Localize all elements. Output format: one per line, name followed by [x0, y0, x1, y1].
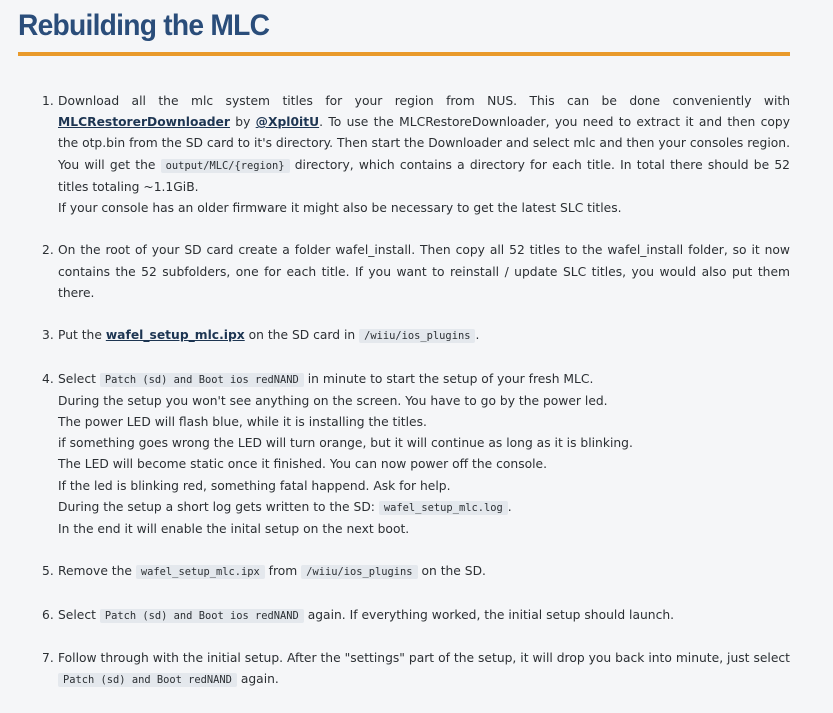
- step-text: directory, which contains a directory for each title. In total there should be 52 titles totaling ~1.1GiB.: [58, 157, 790, 194]
- step-text: on the SD.: [417, 564, 486, 579]
- patch-boot-rednand-code: Patch (sd) and Boot redNAND: [58, 673, 237, 687]
- step-2: [42, 240, 790, 304]
- step-6-text: [58, 605, 790, 627]
- step-3: [42, 325, 790, 347]
- xpl0itu-link[interactable]: @Xpl0itU: [255, 115, 320, 130]
- mlcrestorerdownloader-link[interactable]: MLCRestorerDownloader: [58, 115, 230, 130]
- step-text: Select: [58, 607, 100, 622]
- step-4-line: [58, 369, 790, 391]
- step-text: .: [507, 499, 512, 514]
- step-4: [42, 369, 790, 541]
- step-1-paragraph-output: [58, 155, 790, 198]
- step-7-text: [58, 648, 790, 691]
- step-text: Download all the mlc system titles for your region from NUS. This can be done conveniently with: [58, 94, 790, 108]
- step-3-text: [58, 325, 790, 347]
- patch-boot-ios-rednand-code: Patch (sd) and Boot ios redNAND: [100, 609, 304, 623]
- step-2-text: On the root of your SD card create a folder wafel_install. Then copy all 52 titles to the wafel_install folder, so it now contains the 52 subfolders, one for each title. If you want to reinstall / update SLC titles, you would also put them there.: [58, 243, 790, 300]
- step-4-line: During the setup you won't see anything on the screen. You have to go by the power led.: [58, 393, 608, 408]
- steps-list: [42, 91, 790, 713]
- step-number: 2.: [42, 243, 54, 258]
- step-1-paragraph-download: [58, 91, 790, 155]
- step-text: in minute to start the setup of your fresh MLC.: [303, 371, 594, 386]
- step-text: by: [229, 115, 256, 130]
- step-text: again. If everything worked, the initial setup should launch.: [303, 607, 675, 622]
- step-text: Put the: [58, 328, 106, 343]
- step-4-line: If the led is blinking red, something fatal happend. Ask for help.: [58, 478, 451, 493]
- wafel-setup-mlc-ipx-code: wafel_setup_mlc.ipx: [136, 565, 265, 579]
- step-text: . To use the MLCRestoreDownloader, you need to extract it and then copy the otp.bin from the SD card to it's directory. Then start the Downloader and select mlc and then your consoles region.: [58, 115, 790, 151]
- step-text: You will get the: [58, 157, 161, 172]
- step-text: again.: [236, 672, 279, 687]
- setup-log-file-code: wafel_setup_mlc.log: [379, 501, 508, 515]
- step-6: [42, 605, 790, 627]
- step-text: from: [264, 564, 302, 579]
- step-1-paragraph-firmware: If your console has an older firmware it might also be necessary to get the latest SLC titles.: [58, 201, 622, 216]
- step-number: 6.: [42, 607, 54, 622]
- step-text: Follow through with the initial setup. After the "settings" part of the setup, it will drop you back into minute, just select: [58, 651, 790, 666]
- step-text: on the SD card in: [244, 328, 360, 343]
- wafel-setup-mlc-link[interactable]: wafel_setup_mlc.ipx: [105, 328, 245, 343]
- step-4-line: The LED will become static once it finished. You can now power off the console.: [58, 457, 548, 472]
- step-5: [42, 561, 790, 583]
- step-text: .: [475, 328, 480, 343]
- step-number: 1.: [42, 94, 54, 108]
- ios-plugins-path-code: /wiiu/ios_plugins: [301, 565, 417, 579]
- step-4-line: The power LED will flash blue, while it is installing the titles.: [58, 415, 427, 429]
- step-5-text: [58, 561, 790, 583]
- output-directory-code: output/MLC/{region}: [161, 159, 290, 173]
- step-number: 3.: [42, 328, 54, 343]
- page-title: Rebuilding the MLC: [18, 9, 270, 42]
- step-4-line: [58, 497, 790, 519]
- step-7: [42, 648, 790, 691]
- patch-boot-ios-rednand-code: Patch (sd) and Boot ios redNAND: [100, 373, 304, 387]
- step-text: During the setup a short log gets written to the SD:: [58, 499, 379, 514]
- ios-plugins-path-code: /wiiu/ios_plugins: [359, 329, 475, 343]
- step-number: 4.: [42, 371, 54, 386]
- step-4-line: if something goes wrong the LED will turn orange, but it will continue as long as it is blinking.: [58, 436, 633, 451]
- title-underline: [18, 52, 790, 56]
- step-number: 5.: [42, 564, 54, 579]
- step-text: Remove the: [58, 564, 136, 579]
- step-text: Select: [58, 371, 100, 386]
- step-4-line: In the end it will enable the inital setup on the next boot.: [58, 522, 410, 537]
- step-1: [42, 91, 790, 219]
- step-number: 7.: [42, 651, 54, 666]
